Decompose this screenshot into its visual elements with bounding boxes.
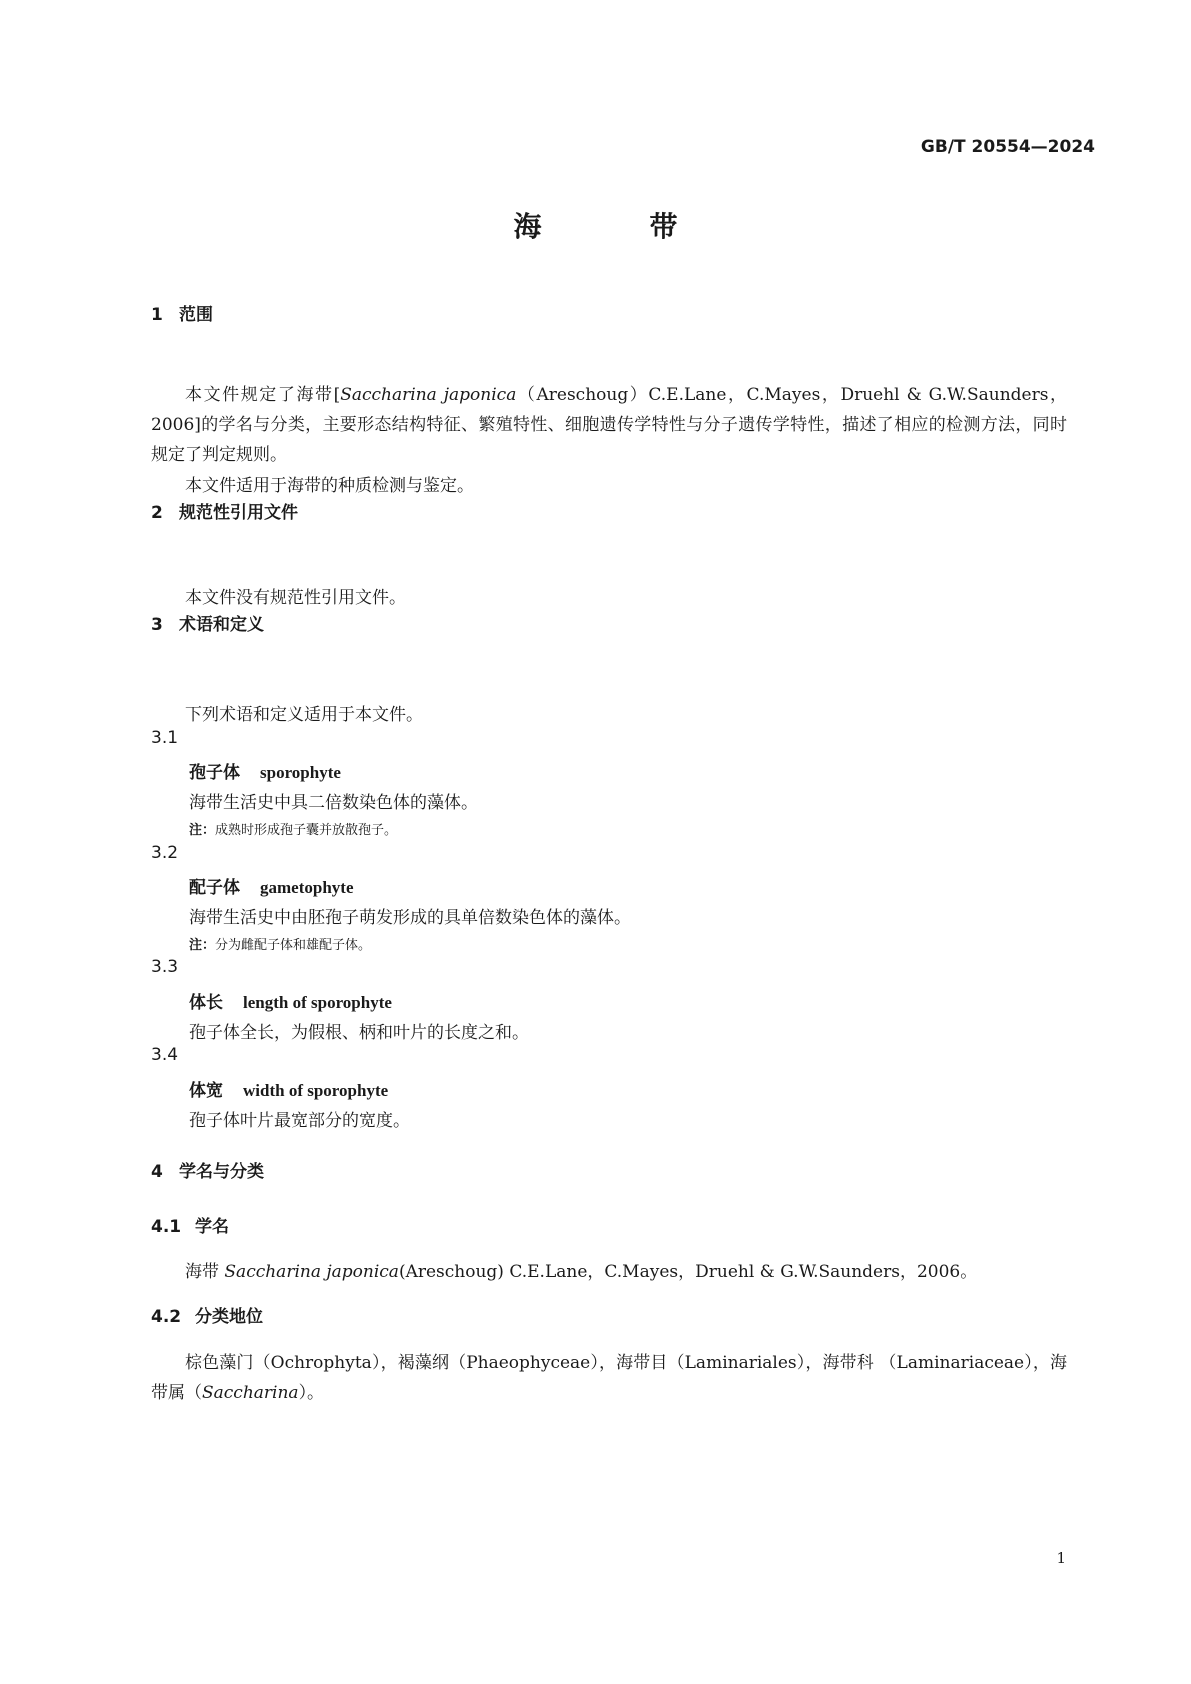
term-zh: 体长 [189, 993, 223, 1013]
section-4-1-paragraph [151, 1257, 1067, 1287]
term-en: width of sporophyte [243, 1081, 389, 1100]
section-number: 4 [151, 1162, 163, 1182]
section-3-heading [151, 610, 264, 635]
term-note [189, 819, 397, 838]
note-text: 成熟时形成孢子囊并放散孢子。 [215, 823, 398, 838]
section-number: 2 [151, 503, 163, 523]
section-title: 学名 [195, 1217, 229, 1237]
term-en: gametophyte [260, 878, 354, 897]
section-2-heading [151, 498, 298, 523]
section-title: 范围 [179, 305, 213, 325]
section-title: 规范性引用文件 [179, 503, 298, 523]
text-run: 棕色藻门（Ochrophyta），褐藻纲（Phaeophyceae），海带目（Laminariales），海带科 （Laminariaceae），海带属（ [151, 1353, 1067, 1403]
section-number: 1 [151, 305, 163, 325]
text-run: （Areschoug）C.E.Lane，C.Mayes，Druehl & G.W.Saunders，2006]的学名与分类，主要形态结构特征、繁殖特性、细胞遗传学特性与分子遗传学特性，描述了相应的检测方法，同时规定了判定规则。 [151, 385, 1068, 465]
term-heading [189, 758, 341, 783]
term-zh: 配子体 [189, 878, 240, 898]
term-heading [189, 988, 392, 1013]
section-4-2-heading [151, 1302, 263, 1327]
term-number: 3.2 [151, 843, 179, 863]
section-title: 分类地位 [195, 1307, 263, 1327]
term-zh: 孢子体 [189, 763, 240, 783]
section-title: 术语和定义 [179, 615, 264, 635]
term-en: length of sporophyte [243, 993, 392, 1012]
section-1-paragraph-2: 本文件适用于海带的种质检测与鉴定。 [185, 476, 474, 496]
section-4-heading [151, 1157, 264, 1182]
term-heading [189, 1076, 388, 1101]
section-number: 3 [151, 615, 163, 635]
document-code: GB/T 20554—2024 [920, 137, 1095, 157]
term-number: 3.4 [151, 1045, 179, 1065]
term-definition: 孢子体全长，为假根、柄和叶片的长度之和。 [189, 1023, 529, 1043]
term-number: 3.1 [151, 728, 179, 748]
term-heading [189, 873, 353, 898]
page-title [0, 205, 1191, 245]
section-number: 4.1 [151, 1217, 182, 1237]
note-label: 注： [189, 823, 216, 838]
section-4-2-paragraph [151, 1348, 1067, 1408]
term-en: sporophyte [260, 763, 341, 782]
section-title: 学名与分类 [179, 1162, 264, 1182]
text-run: (Areschoug) C.E.Lane，C.Mayes，Druehl & G.W.Saunders，2006。 [398, 1262, 978, 1282]
page-number: 1 [1056, 1549, 1066, 1567]
term-zh: 体宽 [189, 1081, 223, 1101]
section-3-intro: 下列术语和定义适用于本文件。 [185, 705, 423, 725]
text-run: ）。 [298, 1383, 325, 1403]
note-text: 分为雌配子体和雄配子体。 [215, 938, 372, 953]
genus-name: Saccharina [202, 1383, 299, 1403]
term-note [189, 934, 371, 953]
term-definition: 海带生活史中具二倍数染色体的藻体。 [189, 793, 478, 813]
section-1-heading [151, 300, 213, 325]
term-number: 3.3 [151, 957, 179, 977]
section-4-1-heading [151, 1212, 229, 1237]
title-char-2: 带 [649, 210, 678, 243]
species-name: Saccharina japonica [340, 385, 517, 405]
species-name: Saccharina japonica [224, 1262, 399, 1282]
note-label: 注： [189, 938, 216, 953]
text-run: 本文件规定了海带[ [185, 385, 341, 405]
text-run: 海带 [185, 1262, 225, 1282]
section-1-paragraph-1 [151, 380, 1067, 470]
term-definition: 海带生活史中由胚孢子萌发形成的具单倍数染色体的藻体。 [189, 908, 631, 928]
section-number: 4.2 [151, 1307, 182, 1327]
title-char-1: 海 [513, 210, 542, 243]
term-definition: 孢子体叶片最宽部分的宽度。 [189, 1111, 410, 1131]
section-2-paragraph: 本文件没有规范性引用文件。 [185, 588, 406, 608]
